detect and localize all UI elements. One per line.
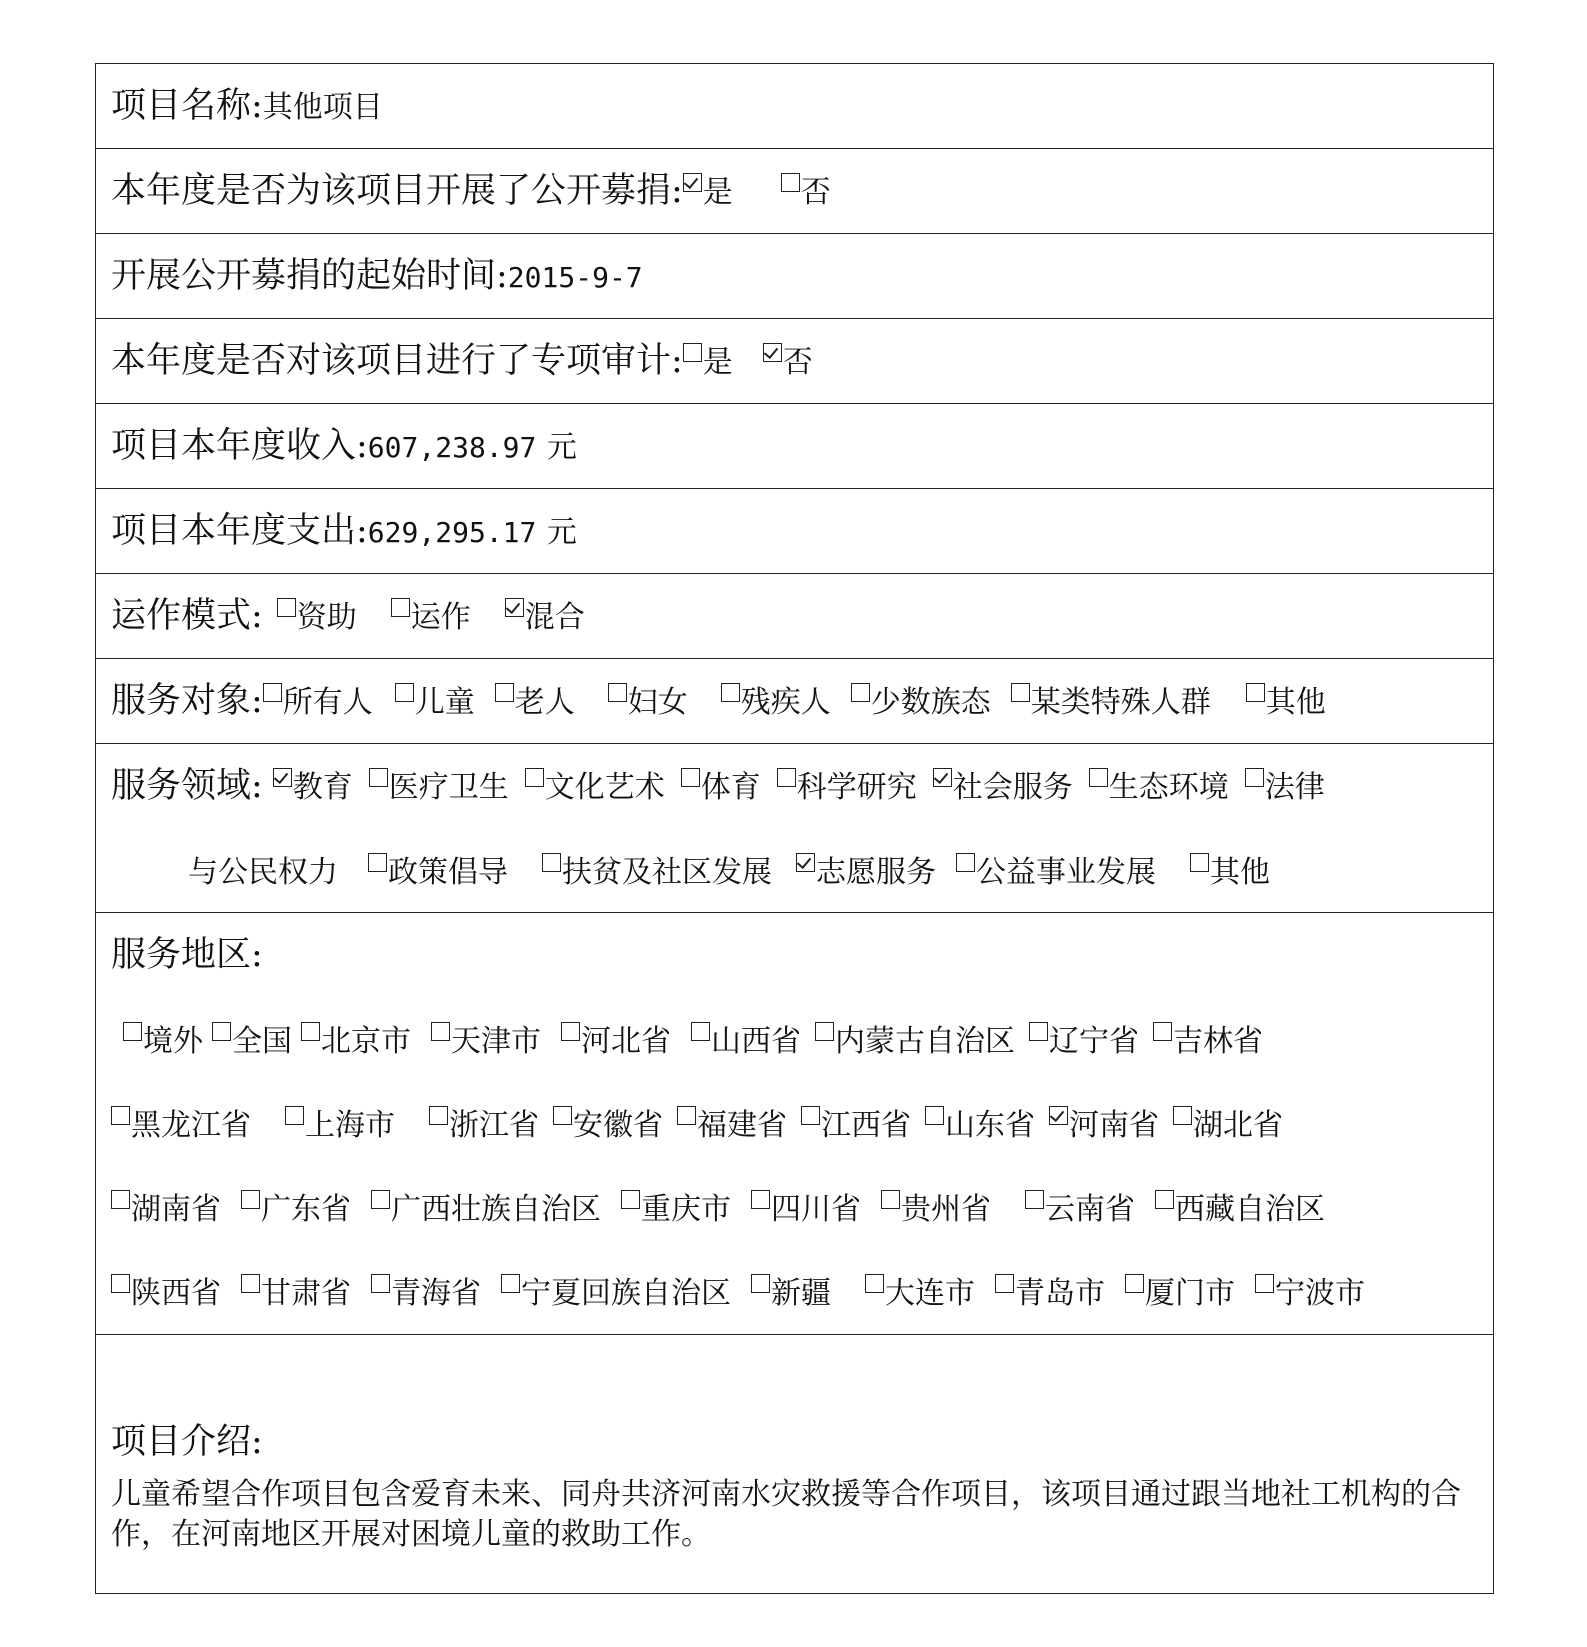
option-label: 资助 — [296, 600, 357, 635]
unchecked-box-icon[interactable] — [371, 1274, 390, 1293]
unchecked-box-icon[interactable] — [683, 343, 702, 362]
option-label: 山西省 — [711, 1024, 801, 1059]
option-是[interactable] — [683, 171, 733, 213]
unchecked-box-icon[interactable] — [301, 1022, 320, 1041]
income-label: 项目本年度收入: — [111, 426, 368, 466]
option-山西省[interactable] — [691, 1020, 801, 1062]
public-fundraising-label: 本年度是否为该项目开展了公开募捐: — [111, 171, 683, 211]
unchecked-box-icon[interactable] — [1246, 683, 1265, 702]
project-name-row — [96, 64, 1493, 149]
option-label: 内蒙古自治区 — [835, 1024, 1015, 1059]
option-公益事业发展[interactable] — [956, 851, 1156, 893]
option-label: 扶贫及社区发展 — [562, 855, 772, 890]
option-贵州省[interactable] — [881, 1188, 991, 1230]
option-label: 文化艺术 — [544, 770, 665, 805]
project-form-table — [95, 63, 1494, 1594]
unchecked-box-icon[interactable] — [553, 1106, 572, 1125]
unchecked-box-icon[interactable] — [1245, 768, 1264, 787]
option-label: 公益事业发展 — [976, 855, 1156, 890]
unchecked-box-icon[interactable] — [1173, 1106, 1192, 1125]
unchecked-box-icon[interactable] — [431, 1022, 450, 1041]
option-吉林省[interactable] — [1153, 1020, 1263, 1062]
option-青海省[interactable] — [371, 1272, 481, 1314]
unchecked-box-icon[interactable] — [429, 1106, 448, 1125]
option-否[interactable] — [763, 341, 813, 383]
unchecked-box-icon[interactable] — [801, 1106, 820, 1125]
option-河南省[interactable] — [1049, 1104, 1159, 1146]
option-label: 运作 — [410, 600, 471, 635]
service-target-label: 服务对象: — [111, 681, 263, 721]
service-region-options-row-2 — [111, 1104, 1283, 1143]
option-label: 福建省 — [697, 1108, 787, 1143]
option-label: 黑龙江省 — [131, 1108, 251, 1143]
option-label: 志愿服务 — [816, 855, 936, 890]
option-上海市[interactable] — [285, 1104, 395, 1146]
option-新疆[interactable] — [751, 1272, 831, 1314]
unchecked-box-icon[interactable] — [621, 1190, 640, 1209]
option-label: 厦门市 — [1145, 1276, 1235, 1311]
option-四川省[interactable] — [751, 1188, 861, 1230]
option-label: 科学研究 — [796, 770, 917, 805]
unchecked-box-icon[interactable] — [1153, 1022, 1172, 1041]
unchecked-box-icon[interactable] — [751, 1190, 770, 1209]
option-安徽省[interactable] — [553, 1104, 663, 1146]
option-儿童[interactable] — [395, 681, 475, 723]
option-label: 否 — [800, 175, 831, 210]
expense-unit: 元 — [546, 515, 577, 550]
option-河北省[interactable] — [561, 1020, 671, 1062]
option-label: 儿童 — [414, 685, 475, 720]
option-label: 江西省 — [821, 1108, 911, 1143]
option-混合[interactable] — [505, 596, 585, 638]
option-政策倡导[interactable] — [368, 851, 508, 893]
expense-value: 629,295.17 — [367, 516, 537, 549]
option-山东省[interactable] — [925, 1104, 1035, 1146]
checked-box-icon[interactable] — [763, 343, 782, 362]
option-label: 宁夏回族自治区 — [521, 1276, 731, 1311]
option-label: 其他 — [1265, 685, 1326, 720]
option-label: 山东省 — [945, 1108, 1035, 1143]
option-黑龙江省[interactable] — [111, 1104, 251, 1146]
option-label: 吉林省 — [1173, 1024, 1263, 1059]
unchecked-box-icon[interactable] — [815, 1022, 834, 1041]
option-生态环境[interactable] — [1089, 766, 1229, 808]
option-残疾人[interactable] — [721, 681, 831, 723]
income-row — [96, 404, 1493, 489]
unchecked-box-icon[interactable] — [395, 683, 414, 702]
option-label: 安徽省 — [573, 1108, 663, 1143]
option-全国[interactable] — [212, 1020, 292, 1062]
option-label: 所有人 — [282, 685, 373, 720]
option-志愿服务[interactable] — [796, 851, 936, 893]
unchecked-box-icon[interactable] — [865, 1274, 884, 1293]
unchecked-box-icon[interactable] — [241, 1274, 260, 1293]
option-大连市[interactable] — [865, 1272, 975, 1314]
option-label: 残疾人 — [740, 685, 831, 720]
unchecked-box-icon[interactable] — [681, 768, 700, 787]
option-label: 全国 — [232, 1024, 292, 1059]
unchecked-box-icon[interactable] — [241, 1190, 260, 1209]
option-label: 新疆 — [771, 1276, 831, 1311]
option-label: 天津市 — [451, 1024, 541, 1059]
option-北京市[interactable] — [301, 1020, 411, 1062]
option-label: 是 — [702, 345, 733, 380]
option-宁波市[interactable] — [1255, 1272, 1365, 1314]
income-unit: 元 — [546, 430, 577, 465]
option-广东省[interactable] — [241, 1188, 351, 1230]
public-fundraising-options — [683, 171, 831, 210]
service-field-row — [96, 744, 1493, 913]
option-label: 贵州省 — [901, 1192, 991, 1227]
unchecked-box-icon[interactable] — [368, 853, 387, 872]
income-value: 607,238.97 — [367, 431, 537, 464]
option-label: 混合 — [524, 600, 585, 635]
option-label: 法律 — [1264, 770, 1325, 805]
option-label: 云南省 — [1045, 1192, 1135, 1227]
public-fundraising-row — [96, 149, 1493, 234]
project-name-label: 项目名称: — [111, 86, 263, 126]
option-label: 甘肃省 — [261, 1276, 351, 1311]
option-label: 生态环境 — [1108, 770, 1229, 805]
service-field-label: 服务领域: — [111, 766, 263, 806]
unchecked-box-icon[interactable] — [995, 1274, 1014, 1293]
introduction-label: 项目介绍: — [111, 1422, 263, 1462]
option-西藏自治区[interactable] — [1155, 1188, 1325, 1230]
unchecked-box-icon[interactable] — [677, 1106, 696, 1125]
option-label: 少数族态 — [870, 685, 991, 720]
option-label: 浙江省 — [449, 1108, 539, 1143]
option-label: 西藏自治区 — [1175, 1192, 1325, 1227]
option-label: 其他 — [1210, 855, 1270, 890]
option-云南省[interactable] — [1025, 1188, 1135, 1230]
option-科学研究[interactable] — [777, 766, 917, 808]
option-是[interactable] — [683, 341, 733, 383]
service-field-options-2 — [338, 851, 1270, 890]
option-label: 青海省 — [391, 1276, 481, 1311]
unchecked-box-icon[interactable] — [542, 853, 561, 872]
unchecked-box-icon[interactable] — [781, 173, 800, 192]
option-label: 否 — [782, 345, 813, 380]
project-name-value: 其他项目 — [262, 90, 383, 125]
option-label: 辽宁省 — [1049, 1024, 1139, 1059]
unchecked-box-icon[interactable] — [212, 1022, 231, 1041]
expense-label: 项目本年度支出: — [111, 511, 368, 551]
introduction-row — [96, 1335, 1493, 1593]
service-target-options — [263, 681, 1326, 720]
checked-box-icon[interactable] — [273, 768, 292, 787]
unchecked-box-icon[interactable] — [285, 1106, 304, 1125]
option-少数族态[interactable] — [851, 681, 991, 723]
introduction-text: 儿童希望合作项目包含爱育未来、同舟共济河南水灾救援等合作项目，该项目通过跟当地社工机构的合作，在河南地区开展对困境儿童的救助工作。 — [111, 1477, 1461, 1552]
option-label: 重庆市 — [641, 1192, 731, 1227]
option-湖北省[interactable] — [1173, 1104, 1283, 1146]
option-内蒙古自治区[interactable] — [815, 1020, 1015, 1062]
option-label: 妇女 — [627, 685, 688, 720]
special-audit-row — [96, 319, 1493, 404]
option-label: 广东省 — [261, 1192, 351, 1227]
unchecked-box-icon[interactable] — [881, 1190, 900, 1209]
option-教育[interactable] — [273, 766, 353, 808]
option-label: 医疗卫生 — [388, 770, 509, 805]
checked-box-icon[interactable] — [505, 598, 524, 617]
option-label: 大连市 — [885, 1276, 975, 1311]
fundraising-start-row — [96, 234, 1493, 319]
service-field-options — [263, 766, 1325, 805]
option-体育[interactable] — [681, 766, 761, 808]
option-法律[interactable] — [1245, 766, 1325, 808]
unchecked-box-icon[interactable] — [925, 1106, 944, 1125]
checked-box-icon[interactable] — [1049, 1106, 1068, 1125]
unchecked-box-icon[interactable] — [1011, 683, 1030, 702]
option-其他[interactable] — [1246, 681, 1326, 723]
checked-box-icon[interactable] — [683, 173, 702, 192]
expense-row — [96, 489, 1493, 574]
option-厦门市[interactable] — [1125, 1272, 1235, 1314]
fundraising-start-value: 2015-9-7 — [507, 261, 643, 294]
option-浙江省[interactable] — [429, 1104, 539, 1146]
unchecked-box-icon[interactable] — [777, 768, 796, 787]
operation-mode-row — [96, 574, 1493, 659]
option-文化艺术[interactable] — [525, 766, 665, 808]
option-妇女[interactable] — [608, 681, 688, 723]
option-运作[interactable] — [391, 596, 471, 638]
option-江西省[interactable] — [801, 1104, 911, 1146]
option-label: 是 — [702, 175, 733, 210]
unchecked-box-icon[interactable] — [277, 598, 296, 617]
checked-box-icon[interactable] — [933, 768, 952, 787]
option-宁夏回族自治区[interactable] — [501, 1272, 731, 1314]
option-其他[interactable] — [1190, 851, 1270, 893]
option-label: 老人 — [514, 685, 575, 720]
option-天津市[interactable] — [431, 1020, 541, 1062]
service-field-line2-prefix: 与公民权力 — [188, 855, 338, 890]
option-label: 广西壮族自治区 — [391, 1192, 601, 1227]
option-label: 河南省 — [1069, 1108, 1159, 1143]
option-湖南省[interactable] — [111, 1188, 221, 1230]
unchecked-box-icon[interactable] — [111, 1190, 130, 1209]
option-青岛市[interactable] — [995, 1272, 1105, 1314]
unchecked-box-icon[interactable] — [956, 853, 975, 872]
option-资助[interactable] — [277, 596, 357, 638]
option-广西壮族自治区[interactable] — [371, 1188, 601, 1230]
unchecked-box-icon[interactable] — [1255, 1274, 1274, 1293]
unchecked-box-icon[interactable] — [1155, 1190, 1174, 1209]
unchecked-box-icon[interactable] — [1025, 1190, 1044, 1209]
option-所有人[interactable] — [263, 681, 373, 723]
unchecked-box-icon[interactable] — [525, 768, 544, 787]
unchecked-box-icon[interactable] — [111, 1106, 130, 1125]
unchecked-box-icon[interactable] — [495, 683, 514, 702]
option-某类特殊人群[interactable] — [1011, 681, 1211, 723]
option-扶贫及社区发展[interactable] — [542, 851, 772, 893]
service-region-row — [96, 913, 1493, 1335]
unchecked-box-icon[interactable] — [263, 683, 282, 702]
option-label: 境外 — [143, 1024, 203, 1059]
option-label: 政策倡导 — [388, 855, 508, 890]
option-label: 北京市 — [321, 1024, 411, 1059]
service-region-options-row-3 — [111, 1188, 1325, 1227]
service-target-row — [96, 659, 1493, 744]
option-陕西省[interactable] — [111, 1272, 221, 1314]
option-label: 湖南省 — [131, 1192, 221, 1227]
unchecked-box-icon[interactable] — [369, 768, 388, 787]
option-label: 某类特殊人群 — [1030, 685, 1211, 720]
option-label: 湖北省 — [1193, 1108, 1283, 1143]
service-region-label: 服务地区: — [111, 935, 263, 975]
unchecked-box-icon[interactable] — [111, 1274, 130, 1293]
unchecked-box-icon[interactable] — [1125, 1274, 1144, 1293]
option-label: 上海市 — [305, 1108, 395, 1143]
unchecked-box-icon[interactable] — [721, 683, 740, 702]
option-label: 河北省 — [581, 1024, 671, 1059]
option-label: 青岛市 — [1015, 1276, 1105, 1311]
option-境外[interactable] — [123, 1020, 203, 1062]
option-label: 体育 — [700, 770, 761, 805]
unchecked-box-icon[interactable] — [123, 1022, 142, 1041]
special-audit-options — [683, 341, 813, 380]
option-label: 陕西省 — [131, 1276, 221, 1311]
operation-mode-label: 运作模式: — [111, 596, 263, 636]
unchecked-box-icon[interactable] — [1190, 853, 1209, 872]
option-社会服务[interactable] — [933, 766, 1073, 808]
option-重庆市[interactable] — [621, 1188, 731, 1230]
checked-box-icon[interactable] — [796, 853, 815, 872]
operation-mode-options — [263, 596, 585, 635]
option-label: 教育 — [292, 770, 353, 805]
unchecked-box-icon[interactable] — [1089, 768, 1108, 787]
service-region-options-row-1 — [123, 1020, 1263, 1059]
option-医疗卫生[interactable] — [369, 766, 509, 808]
option-甘肃省[interactable] — [241, 1272, 351, 1314]
special-audit-label: 本年度是否对该项目进行了专项审计: — [111, 341, 683, 381]
option-福建省[interactable] — [677, 1104, 787, 1146]
unchecked-box-icon[interactable] — [561, 1022, 580, 1041]
option-label: 宁波市 — [1275, 1276, 1365, 1311]
unchecked-box-icon[interactable] — [608, 683, 627, 702]
option-label: 社会服务 — [952, 770, 1073, 805]
unchecked-box-icon[interactable] — [371, 1190, 390, 1209]
option-辽宁省[interactable] — [1029, 1020, 1139, 1062]
unchecked-box-icon[interactable] — [751, 1274, 770, 1293]
option-否[interactable] — [781, 171, 831, 213]
unchecked-box-icon[interactable] — [391, 598, 410, 617]
service-region-options-row-4 — [111, 1272, 1365, 1311]
unchecked-box-icon[interactable] — [1029, 1022, 1048, 1041]
unchecked-box-icon[interactable] — [501, 1274, 520, 1293]
unchecked-box-icon[interactable] — [691, 1022, 710, 1041]
unchecked-box-icon[interactable] — [851, 683, 870, 702]
fundraising-start-label: 开展公开募捐的起始时间: — [111, 256, 508, 296]
option-老人[interactable] — [495, 681, 575, 723]
option-label: 四川省 — [771, 1192, 861, 1227]
